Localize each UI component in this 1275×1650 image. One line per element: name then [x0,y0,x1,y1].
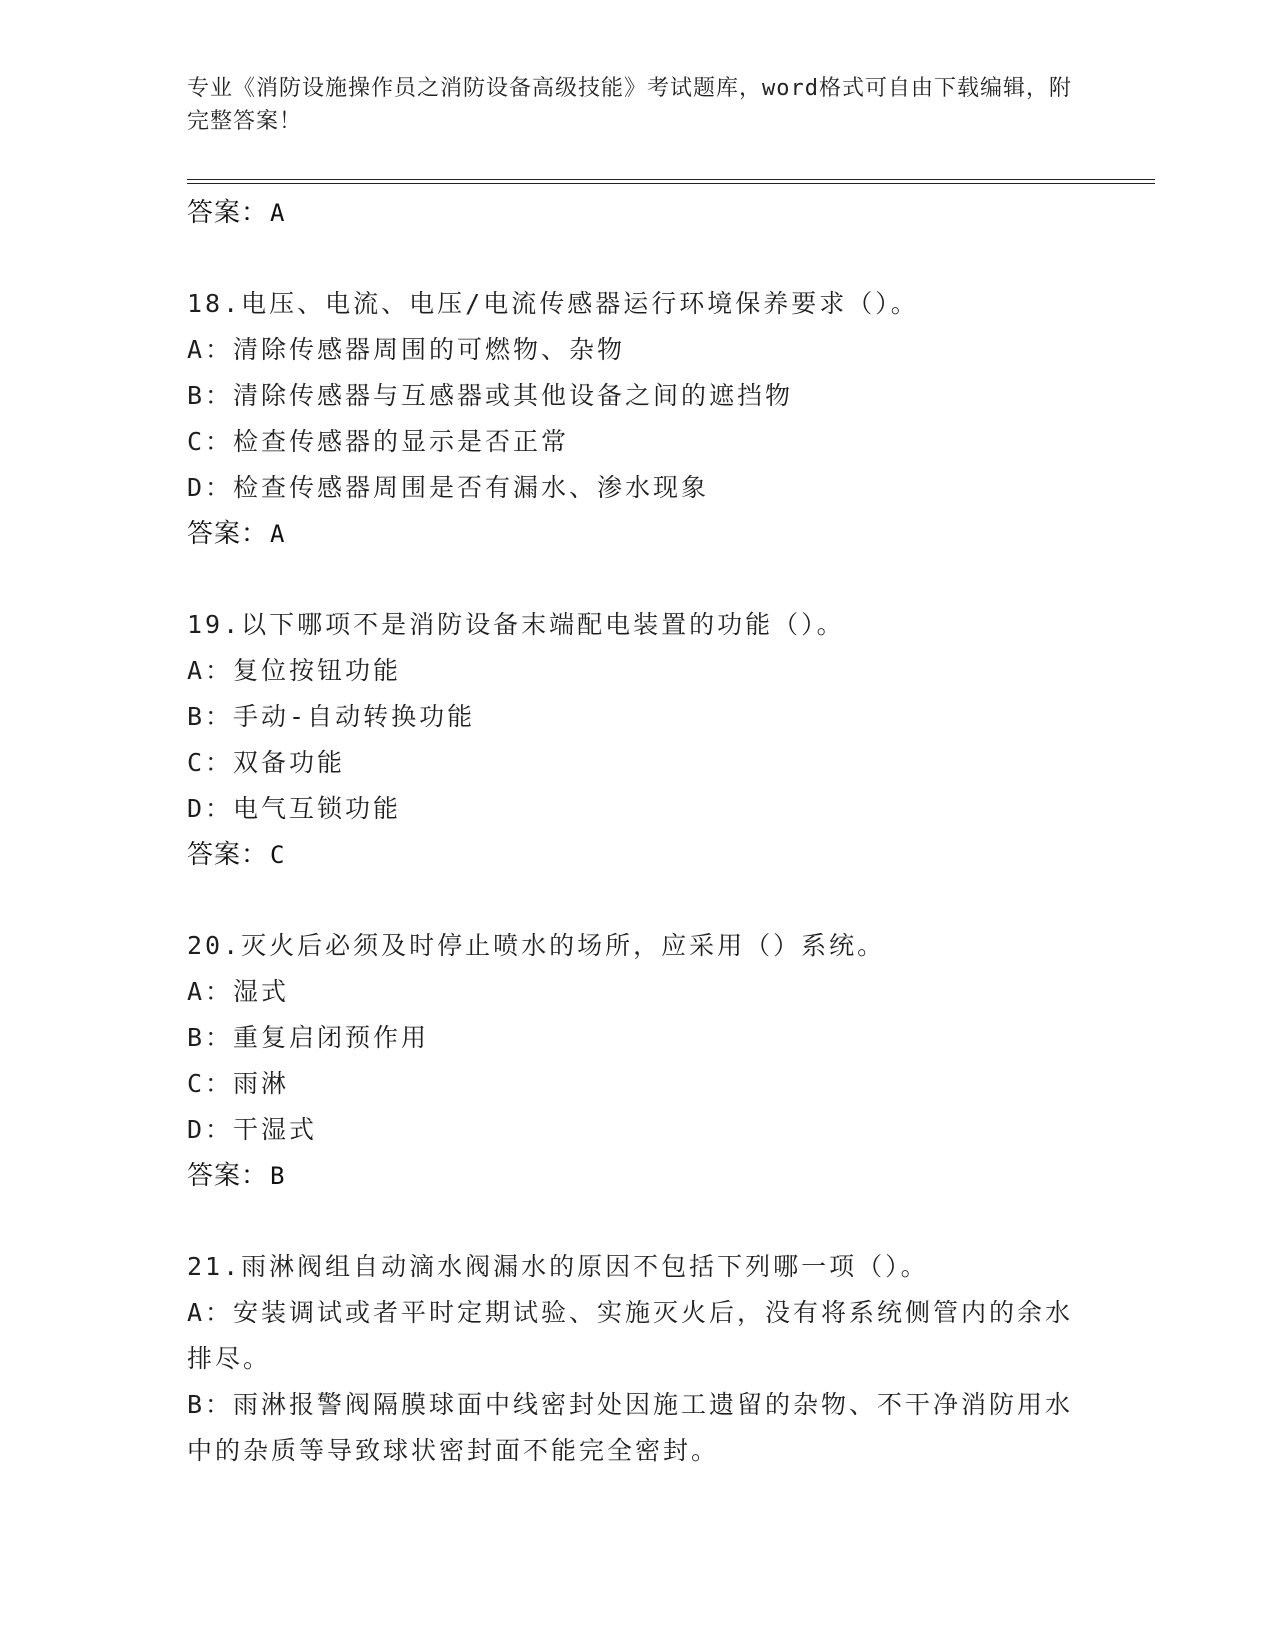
answer-label: 答案： [187,1161,269,1191]
question-stem: 19.以下哪项不是消防设备末端配电装置的功能（）。 [187,610,845,639]
option-b: B：手动-自动转换功能 [187,702,476,731]
answer-line [187,832,1087,878]
option-d: D：检查传感器周围是否有漏水、渗水现象 [187,473,710,502]
header-divider-line [187,179,1155,180]
option-b: B：雨淋报警阀隔膜球面中线密封处因施工遗留的杂物、不干净消防用水中的杂质等导致球状密封面不能完全密封。 [187,1390,1074,1465]
option-b: B：重复启闭预作用 [187,1023,430,1052]
header-divider-line-2 [187,183,1155,184]
answer-label: 答案： [187,519,269,549]
question-stem: 20.灭火后必须及时停止喷水的场所，应采用（）系统。 [187,931,886,960]
option-c: C：雨淋 [187,1069,290,1098]
answer-value: B [270,1162,286,1190]
option-c: C：双备功能 [187,748,346,777]
answer-line [187,1153,1087,1199]
answer-label: 答案： [187,840,269,870]
option-b: B：清除传感器与互感器或其他设备之间的遮挡物 [187,381,794,410]
answer-value: C [270,841,286,869]
option-d: D：电气互锁功能 [187,794,402,823]
question-stem: 21.雨淋阀组自动滴水阀漏水的原因不包括下列哪一项（）。 [187,1252,929,1281]
answer-line [187,190,1087,236]
option-a: A：清除传感器周围的可燃物、杂物 [187,335,626,364]
answer-value: A [270,199,286,227]
document-header: 专业《消防设施操作员之消防设备高级技能》考试题库，word格式可自由下载编辑，附完整答案！ [187,76,1072,134]
option-a: A：复位按钮功能 [187,656,402,685]
answer-line [187,511,1087,557]
option-a: A：湿式 [187,977,290,1006]
option-c: C：检查传感器的显示是否正常 [187,427,570,456]
answer-value: A [270,520,286,548]
question-list [187,190,1087,1474]
answer-label: 答案： [187,198,269,228]
option-d: D：干湿式 [187,1115,318,1144]
option-a: A：安装调试或者平时定期试验、实施灭火后，没有将系统侧管内的余水排尽。 [187,1298,1074,1373]
question-stem: 18.电压、电流、电压/电流传感器运行环境保养要求（）。 [187,289,919,318]
